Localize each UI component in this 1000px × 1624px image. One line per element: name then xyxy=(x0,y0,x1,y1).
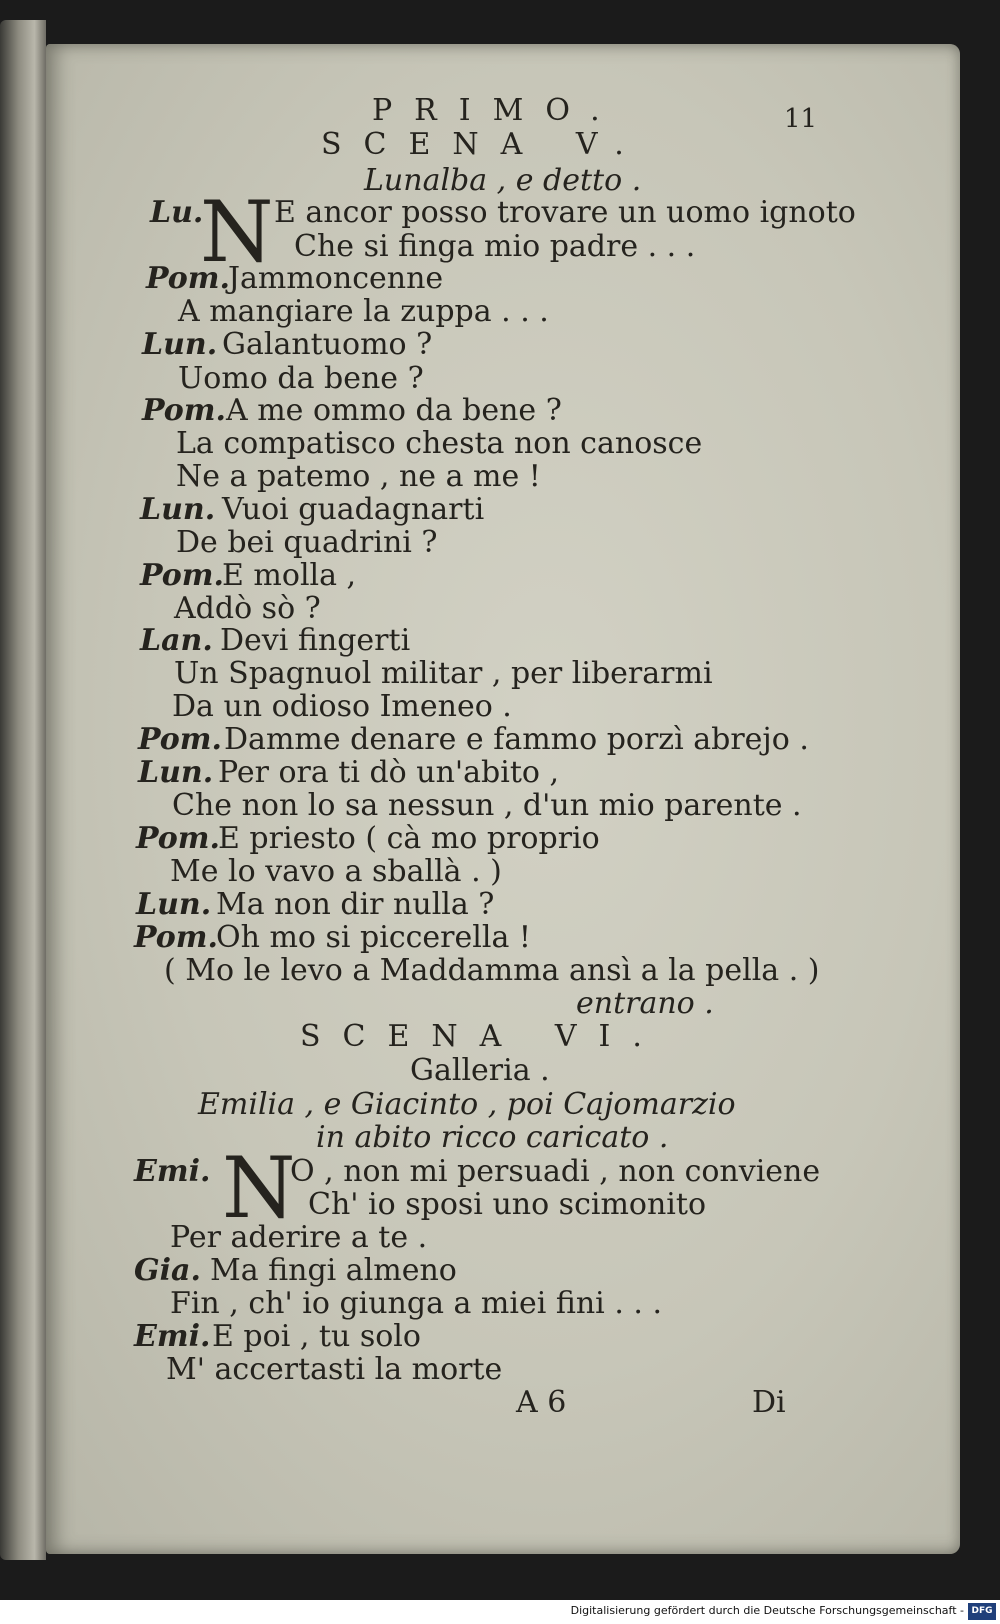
verse-line: Addò sò ? xyxy=(174,591,321,626)
signature-mark: A 6 xyxy=(516,1385,567,1420)
verse-line: Galantuomo ? xyxy=(222,327,433,362)
verse-line: E molla , xyxy=(222,558,357,593)
speaker-label: Emi. xyxy=(134,1319,211,1354)
scene-title: SCENA VI. xyxy=(300,1019,664,1054)
verse-line: Ch' io sposi uno scimonito xyxy=(308,1187,707,1222)
speaker-label: Lan. xyxy=(140,623,213,658)
verse-line: E priesto ( cà mo proprio xyxy=(218,821,600,856)
digitization-footer xyxy=(0,1600,1000,1624)
verse-line: Ma non dir nulla ? xyxy=(216,887,495,922)
stage-direction: entrano . xyxy=(576,986,714,1021)
verse-line: Vuoi guadagnarti xyxy=(222,492,485,527)
verse-line: La compatisco chesta non canosce xyxy=(176,426,703,461)
verse-line: Fin , ch' io giunga a miei fini . . . xyxy=(170,1286,662,1321)
scene-setting: Emilia , e Giacinto , poi Cajomarzio xyxy=(198,1087,736,1122)
scene-setting: in abito ricco caricato . xyxy=(316,1120,669,1155)
verse-line: Per ora ti dò un'abito , xyxy=(218,755,560,790)
funding-credit: Digitalisierung gefördert durch die Deutsche Forschungsgemeinschaft - xyxy=(570,1604,964,1617)
speaker-label: Pom. xyxy=(138,722,222,757)
verse-line: Che non lo sa nessun , d'un mio parente . xyxy=(172,788,802,823)
scene-place: Galleria . xyxy=(410,1053,550,1088)
speaker-label: Lun. xyxy=(136,887,212,922)
speaker-label: Lun. xyxy=(140,492,216,527)
verse-line: Un Spagnuol militar , per liberarmi xyxy=(174,656,713,691)
speaker-label: Pom. xyxy=(134,920,218,955)
catchword: Di xyxy=(752,1385,786,1420)
speaker-label: Lun. xyxy=(138,755,214,790)
facing-page-edge xyxy=(0,20,46,1560)
speaker-label: Lun. xyxy=(142,327,218,362)
verse-line: Devi fingerti xyxy=(220,623,411,658)
drop-capital: N xyxy=(200,183,274,281)
verse-line: O , non mi persuadi , non conviene xyxy=(290,1154,821,1189)
book-page xyxy=(46,44,960,1554)
running-head: PRIMO. xyxy=(372,93,622,128)
speaker-label: Emi. xyxy=(134,1154,211,1189)
verse-line: Jammoncenne xyxy=(228,261,444,296)
verse-line: Per aderire a te . xyxy=(170,1220,428,1255)
speaker-label: Lu. xyxy=(150,195,204,230)
verse-line: E poi , tu solo xyxy=(212,1319,421,1354)
scene-title: SCENA V. xyxy=(321,127,646,162)
verse-line: Da un odioso Imeneo . xyxy=(172,689,512,724)
verse-line: Me lo vavo a sballà . ) xyxy=(170,854,502,889)
verse-line: A me ommo da bene ? xyxy=(226,393,562,428)
speaker-label: Pom. xyxy=(146,261,230,296)
verse-line: Ne a patemo , ne a me ! xyxy=(176,459,541,494)
verse-line: Uomo da bene ? xyxy=(178,361,424,396)
verse-line: ( Mo le levo a Maddamma ansì a la pella . ) xyxy=(164,953,820,988)
verse-line: Oh mo si piccerella ! xyxy=(216,920,531,955)
verse-line: Damme denare e fammo porzì abrejo . xyxy=(224,722,809,757)
verse-line: E ancor posso trovare un uomo ignoto xyxy=(274,195,856,230)
verse-line: Che si finga mio padre . . . xyxy=(294,229,696,264)
drop-capital: N xyxy=(222,1139,296,1237)
facing-page-fragment xyxy=(0,130,40,530)
verse-line: Ma fingi almeno xyxy=(210,1253,457,1288)
scene-setting: Lunalba , e detto . xyxy=(364,163,642,198)
page-number: 11 xyxy=(784,104,818,134)
verse-line: A mangiare la zuppa . . . xyxy=(178,294,549,329)
speaker-label: Gia. xyxy=(134,1253,201,1288)
verse-line: M' accertasti la morte xyxy=(166,1352,503,1387)
dfg-logo-icon: DFG xyxy=(968,1603,996,1620)
speaker-label: Pom. xyxy=(136,821,220,856)
verse-line: De bei quadrini ? xyxy=(176,525,438,560)
speaker-label: Pom. xyxy=(142,393,226,428)
speaker-label: Pom. xyxy=(140,558,224,593)
